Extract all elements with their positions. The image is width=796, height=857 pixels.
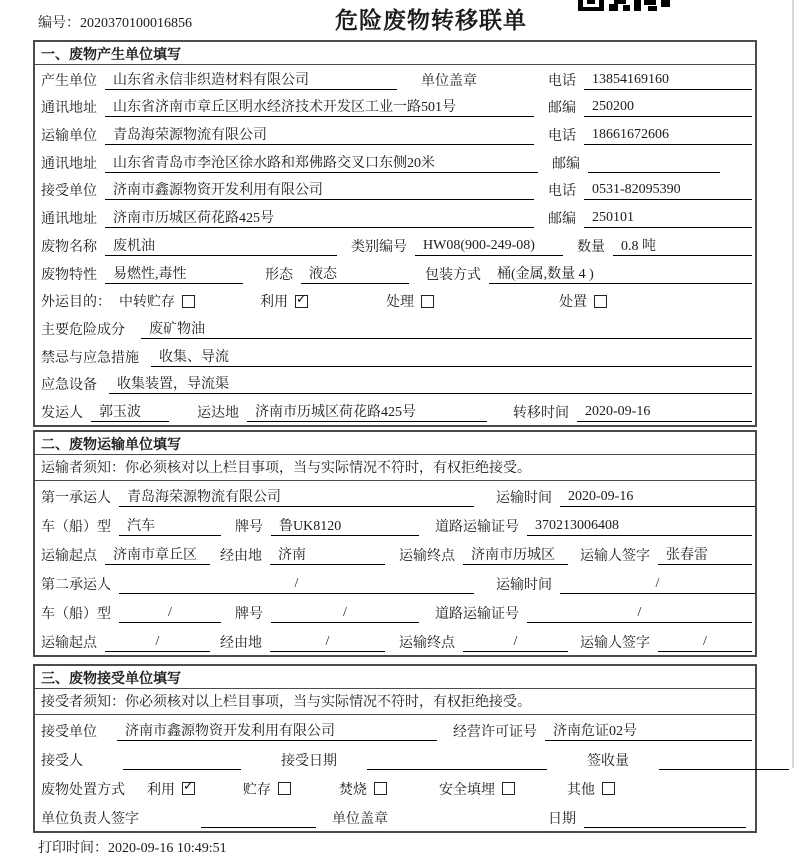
vehicle1-value: 汽车 [119, 515, 221, 536]
serial-value: 2020370100016856 [80, 16, 192, 31]
origin2-value: / [105, 634, 210, 652]
receiver-row [35, 176, 755, 204]
permit2-value: / [527, 605, 752, 623]
purpose-option-transfer-label: 中转贮存 [119, 295, 175, 311]
carrier1-value: 青岛海荣源物流有限公司 [119, 486, 474, 507]
equipment-row [35, 370, 755, 398]
recv-qty-label: 签收量 [587, 753, 629, 769]
purpose-option-dispose [559, 291, 607, 311]
print-time [38, 837, 796, 857]
vehicle1-label: 车（船）型 [41, 519, 111, 535]
page-edge-divider [792, 0, 794, 768]
vehicle2-label: 车（船）型 [41, 606, 111, 622]
form-label: 形态 [265, 267, 293, 283]
purpose-treat-checkbox [421, 295, 434, 308]
permit1-value: 370213006408 [527, 518, 752, 536]
origin1-label: 运输起点 [41, 548, 97, 564]
props-value: 易燃性,毒性 [105, 263, 243, 284]
address3-label: 通讯地址 [41, 212, 97, 228]
route2-row [35, 626, 755, 655]
end2-label: 运输终点 [399, 635, 455, 651]
vehicle2-value: / [119, 605, 221, 623]
head-sign-value [201, 810, 316, 828]
disposal-option-burn-label: 焚烧 [339, 782, 367, 798]
disposal-option-other [567, 779, 615, 799]
origin2-label: 运输起点 [41, 635, 97, 651]
head-sign-row [35, 802, 755, 831]
carrier2-row [35, 568, 755, 597]
hazard-row [35, 314, 755, 342]
transfer-time-value: 2020-09-16 [577, 404, 752, 422]
zip2-label: 邮编 [552, 156, 580, 172]
waste-name-row [35, 231, 755, 259]
permit1-label: 道路运输证号 [435, 519, 519, 535]
print-time-value: 2020-09-16 10:49:51 [108, 840, 227, 856]
section1-title: 一、废物产生单位填写 [35, 42, 755, 65]
disposal-option-landfill [439, 779, 515, 799]
zip3-label: 邮编 [548, 212, 576, 228]
disposal-option-store [243, 779, 291, 799]
time2-value: / [560, 576, 755, 594]
section-producer [33, 40, 757, 427]
plate2-label: 牌号 [235, 606, 263, 622]
serial-label: 编号： [38, 16, 80, 31]
accept-date-label: 接受日期 [281, 753, 337, 769]
plate1-label: 牌号 [235, 519, 263, 535]
transporter-row [35, 120, 755, 148]
sign2-label: 运输人签字 [580, 635, 650, 651]
purpose-option-use-label: 利用 [260, 295, 288, 311]
purpose-dispose-checkbox [594, 295, 607, 308]
waste-name-label: 废物名称 [41, 239, 97, 255]
purpose-option-treat-label: 处理 [386, 295, 414, 311]
disposal-label: 废物处置方式 [41, 782, 125, 798]
form-value: 液态 [301, 263, 409, 284]
hazard-label: 主要危险成分 [41, 322, 125, 338]
phone3-label: 电话 [548, 184, 576, 200]
sender-row [35, 397, 755, 425]
section-receiver [33, 664, 757, 833]
waste-props-row [35, 259, 755, 287]
zip3-value: 250101 [584, 210, 752, 228]
head-sign-label: 单位负责人签字 [41, 811, 139, 827]
carrier2-label: 第二承运人 [41, 577, 111, 593]
purpose-label: 外运目的： [41, 295, 111, 311]
producer-label: 产生单位 [41, 73, 97, 89]
taboo-label: 禁忌与应急措施 [41, 350, 139, 366]
address1-value: 山东省济南市章丘区明水经济技术开发区工业一路501号 [105, 96, 534, 117]
producer-value: 山东省永信非织造材料有限公司 [105, 69, 397, 90]
recv-qty-value [659, 752, 789, 770]
qr-code-icon [578, 0, 670, 11]
waste-name-value: 废机油 [105, 235, 337, 256]
phone1-value: 13854169160 [584, 72, 752, 90]
time2-label: 运输时间 [496, 577, 552, 593]
accept-unit-value: 济南市鑫源物资开发利用有限公司 [117, 720, 437, 741]
disposal-option-use [147, 779, 195, 799]
via2-value: / [270, 634, 385, 652]
via1-label: 经由地 [220, 548, 262, 564]
phone2-label: 电话 [548, 129, 576, 145]
license-value: 济南危证02号 [545, 720, 752, 741]
unit-seal-label: 单位盖章 [332, 811, 388, 827]
purpose-use-checkbox [295, 295, 308, 308]
end1-label: 运输终点 [399, 548, 455, 564]
license-label: 经营许可证号 [453, 724, 537, 740]
purpose-transfer-checkbox [182, 295, 195, 308]
via2-label: 经由地 [220, 635, 262, 651]
disposal-option-burn [339, 779, 387, 799]
equipment-label: 应急设备 [41, 378, 97, 394]
end1-value: 济南市历城区 [463, 544, 568, 565]
qty-value: 0.8 吨 [613, 235, 752, 256]
receiver-value: 济南市鑫源物资开发利用有限公司 [105, 179, 534, 200]
disposal-store-checkbox [278, 782, 291, 795]
pack-value: 桶(金属,数量 4 ) [489, 263, 752, 284]
disposal-use-checkbox [182, 782, 195, 795]
permit2-label: 道路运输证号 [435, 606, 519, 622]
accept-unit-row [35, 715, 755, 744]
disposal-row [35, 773, 755, 802]
transporter-value: 青岛海荣源物流有限公司 [105, 124, 534, 145]
section3-title: 三、废物接受单位填写 [35, 666, 755, 689]
accept-person-value [123, 752, 241, 770]
transporter-label: 运输单位 [41, 129, 97, 145]
purpose-row [35, 287, 755, 315]
sign2-value: / [658, 634, 752, 652]
document-header [0, 0, 796, 40]
disposal-option-other-label: 其他 [567, 782, 595, 798]
hazard-value: 废矿物油 [141, 318, 752, 339]
transporter-address-row [35, 148, 755, 176]
print-time-label: 打印时间： [38, 840, 108, 856]
category-label: 类别编号 [351, 239, 407, 255]
zip1-value: 250200 [584, 99, 752, 117]
disposal-other-checkbox [602, 782, 615, 795]
plate1-value: 鲁UK8120 [271, 515, 419, 536]
transporter-notice: 运输者须知：你必须核对以上栏目事项，当与实际情况不符时，有权拒绝接受。 [35, 455, 755, 481]
page-title: 危险废物转移联单 [335, 8, 527, 33]
section-transporter [33, 430, 757, 657]
qr-code-fragment [578, 0, 670, 11]
via1-value: 济南 [270, 544, 385, 565]
time1-value: 2020-09-16 [560, 489, 755, 507]
producer-row [35, 65, 755, 93]
phone2-value: 18661672606 [584, 127, 752, 145]
phone1-label: 电话 [548, 73, 576, 89]
qty-label: 数量 [577, 239, 605, 255]
transfer-time-label: 转移时间 [513, 405, 569, 421]
origin1-value: 济南市章丘区 [105, 544, 210, 565]
sign1-value: 张春雷 [658, 544, 752, 565]
date2-label: 日期 [548, 811, 576, 827]
taboo-row [35, 342, 755, 370]
carrier2-value: / [119, 576, 474, 594]
carrier1-label: 第一承运人 [41, 490, 111, 506]
date2-value [584, 810, 746, 828]
section2-title: 二、废物运输单位填写 [35, 432, 755, 455]
accept-date-value [367, 752, 547, 770]
address1-label: 通讯地址 [41, 101, 97, 117]
purpose-option-dispose-label: 处置 [559, 295, 587, 311]
taboo-value: 收集、导流 [151, 346, 752, 367]
dest-label: 运达地 [197, 405, 239, 421]
accept-person-label: 接受人 [41, 753, 83, 769]
disposal-burn-checkbox [374, 782, 387, 795]
serial-number [38, 12, 192, 32]
sign1-label: 运输人签字 [580, 548, 650, 564]
vehicle2-row [35, 597, 755, 626]
seal-label: 单位盖章 [421, 73, 477, 89]
purpose-option-use [260, 291, 308, 311]
sender-label: 发运人 [41, 405, 83, 421]
props-label: 废物特性 [41, 267, 97, 283]
accept-unit-label: 接受单位 [41, 724, 97, 740]
zip2-value [588, 155, 720, 173]
zip1-label: 邮编 [548, 101, 576, 117]
plate2-value: / [271, 605, 419, 623]
producer-address-row [35, 93, 755, 121]
carrier1-row [35, 481, 755, 510]
disposal-option-store-label: 贮存 [243, 782, 271, 798]
time1-label: 运输时间 [496, 490, 552, 506]
receiver-notice: 接受者须知：你必须核对以上栏目事项，当与实际情况不符时，有权拒绝接受。 [35, 689, 755, 715]
address3-value: 济南市历城区荷花路425号 [105, 207, 534, 228]
disposal-option-landfill-label: 安全填埋 [439, 782, 495, 798]
receiver-address-row [35, 203, 755, 231]
address2-label: 通讯地址 [41, 156, 97, 172]
disposal-landfill-checkbox [502, 782, 515, 795]
address2-value: 山东省青岛市李沧区徐水路和郑佛路交叉口东侧20米 [105, 152, 538, 173]
equipment-value: 收集装置，导流渠 [109, 373, 752, 394]
sender-value: 郭玉波 [91, 401, 169, 422]
purpose-option-transfer [119, 291, 195, 311]
route1-row [35, 539, 755, 568]
dest-value: 济南市历城区荷花路425号 [247, 401, 487, 422]
phone3-value: 0531-82095390 [584, 182, 752, 200]
disposal-option-use-label: 利用 [147, 782, 175, 798]
purpose-option-treat [386, 291, 434, 311]
vehicle1-row [35, 510, 755, 539]
accept-person-row [35, 744, 755, 773]
category-value: HW08(900-249-08) [415, 238, 563, 256]
receiver-label: 接受单位 [41, 184, 97, 200]
end2-value: / [463, 634, 568, 652]
pack-label: 包装方式 [425, 267, 481, 283]
